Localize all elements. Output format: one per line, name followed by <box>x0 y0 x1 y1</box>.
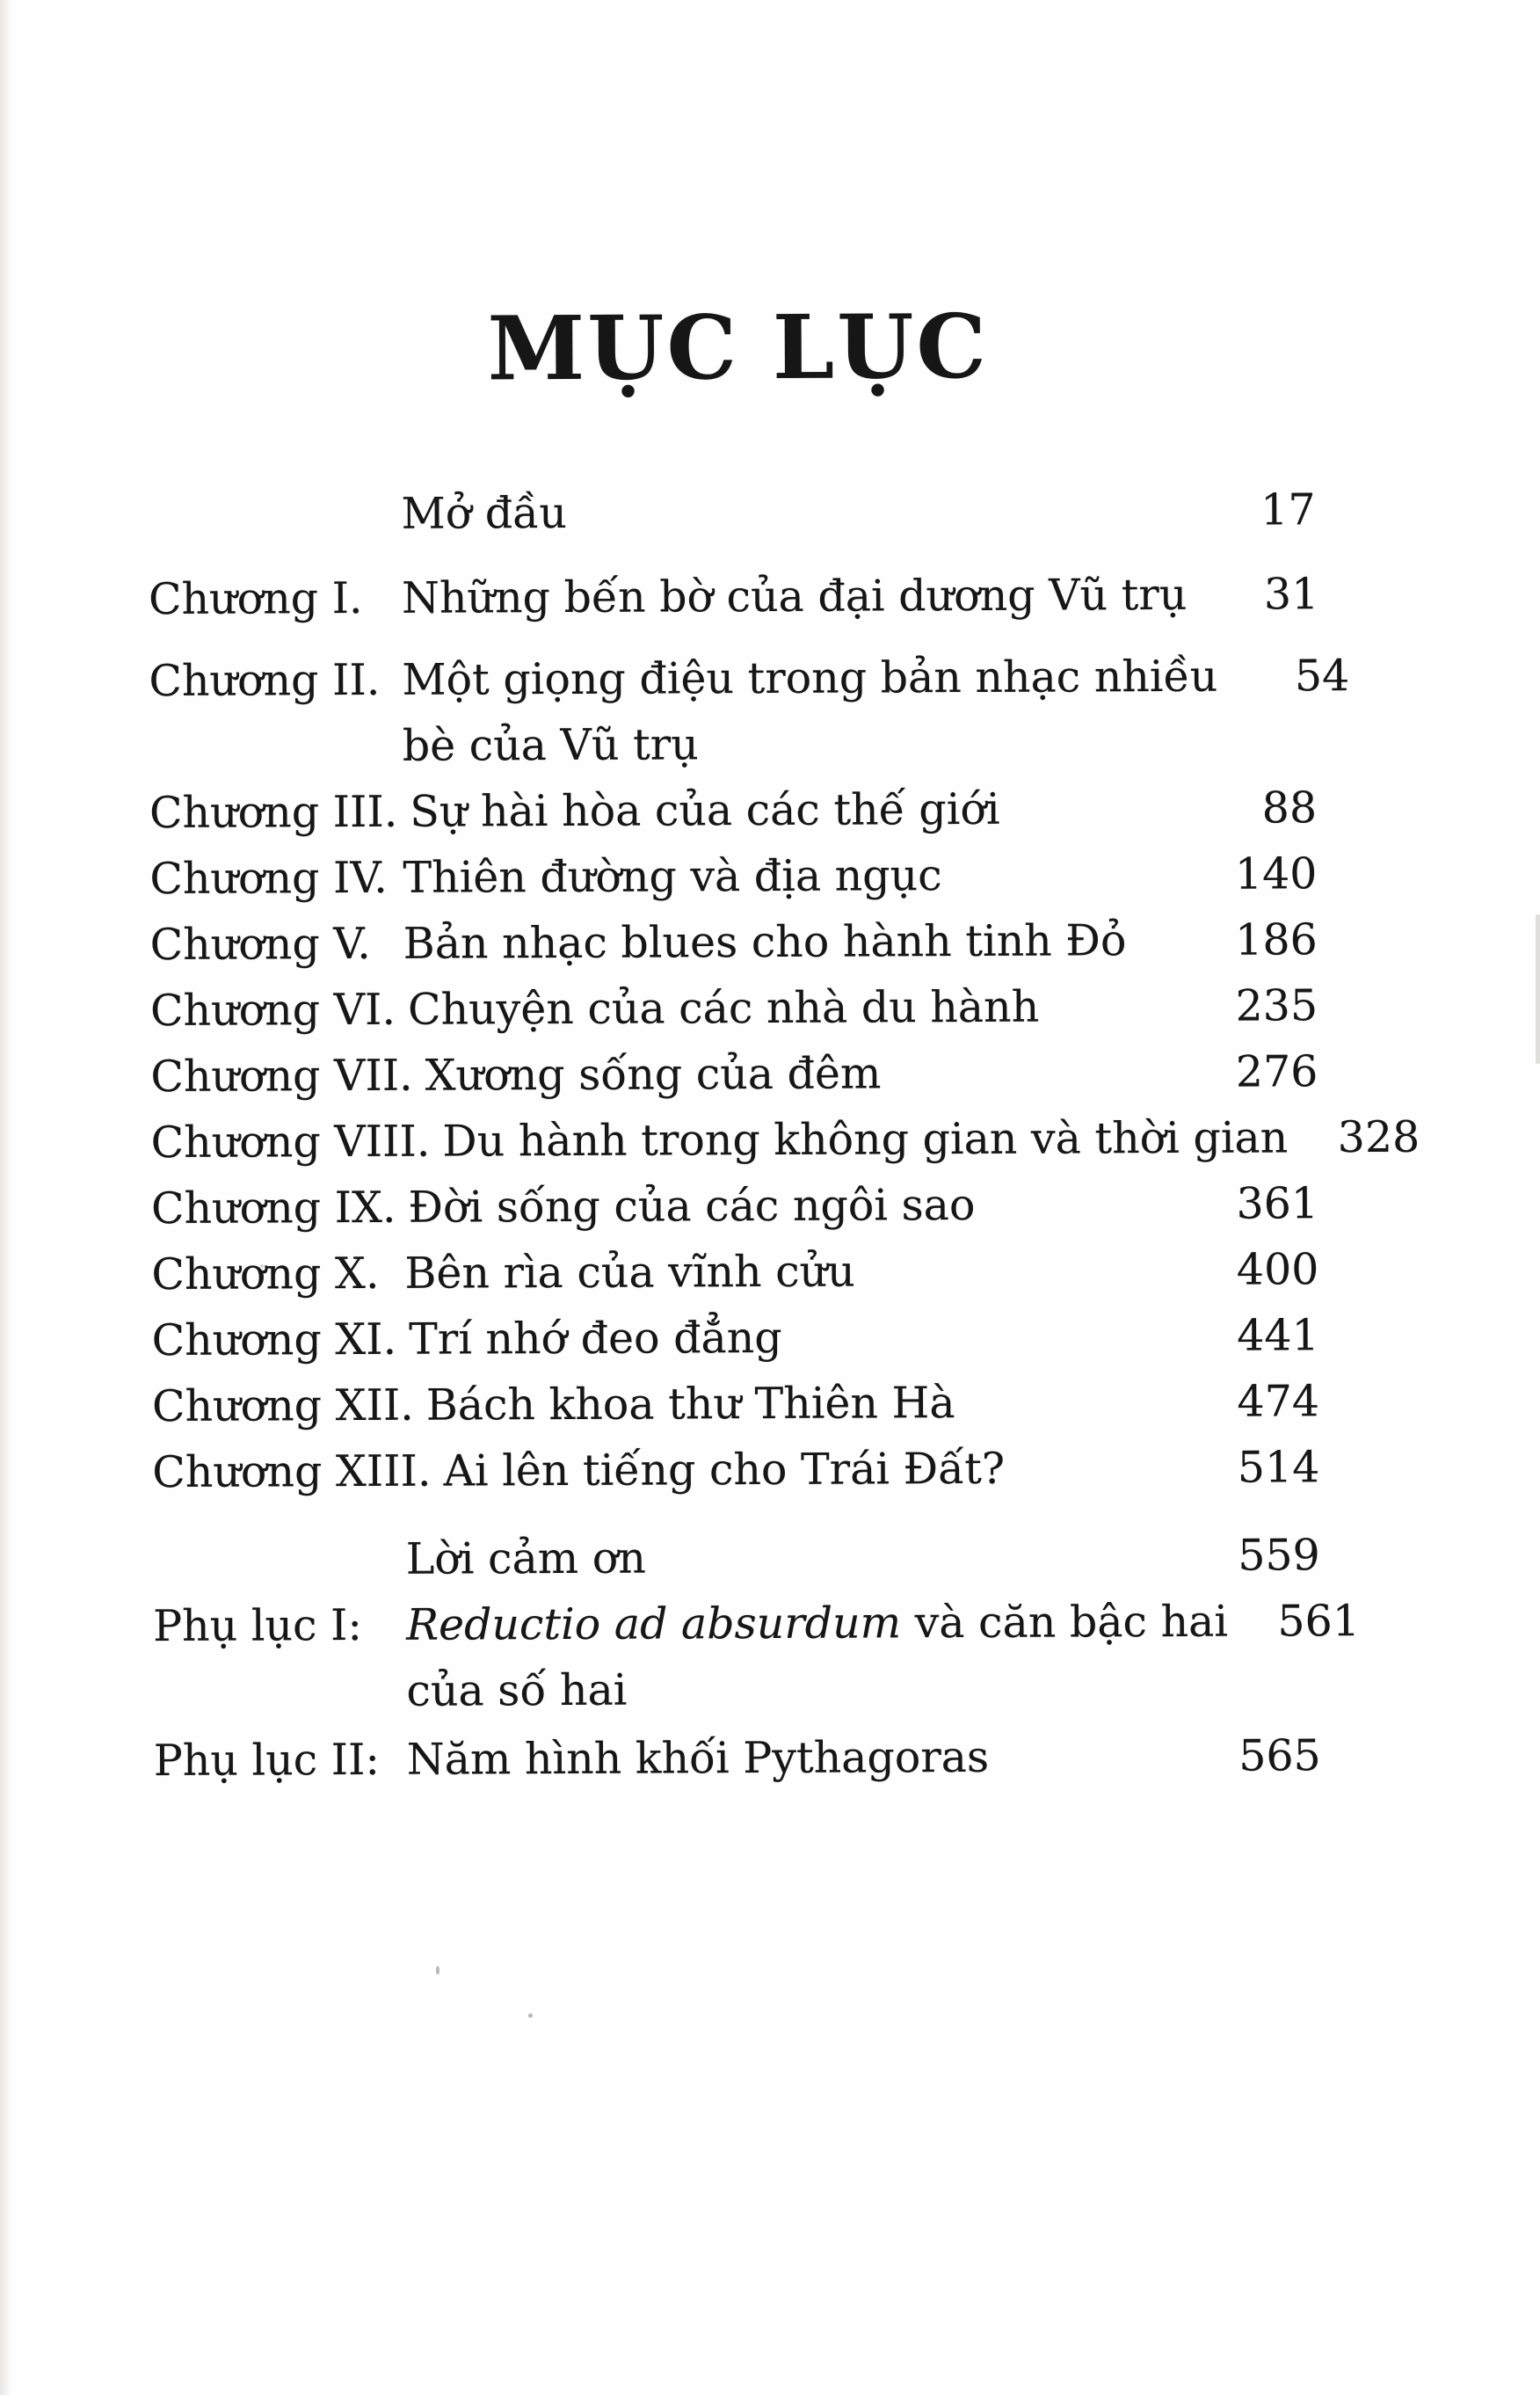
toc-entry-title <box>443 1435 1214 1504</box>
toc-entry-title <box>402 644 1244 779</box>
toc-entry <box>152 1302 1319 1373</box>
toc-entry-page: 17 <box>1260 484 1316 535</box>
toc-entry-title-line: Reductio ad absurdum và căn bậc hai <box>405 1596 1229 1650</box>
toc-entry-title <box>403 907 1212 977</box>
toc-entry-page: 441 <box>1237 1310 1319 1361</box>
toc-entry-title-line: Bách khoa thư Thiên Hà <box>425 1378 955 1430</box>
toc-list <box>0 476 1540 1794</box>
toc-entry-title <box>426 1369 1215 1438</box>
toc-entry-title <box>402 562 1214 631</box>
toc-entry-page: 561 <box>1277 1596 1361 1647</box>
toc-entry-title <box>406 1523 1215 1592</box>
toc-entry-title-line: Bản nhạc blues cho hành tinh Đỏ <box>403 915 1127 969</box>
toc-entry <box>151 1236 1318 1307</box>
toc-entry-title <box>407 1723 1216 1793</box>
toc-entry-page: 361 <box>1236 1178 1319 1229</box>
toc-entry-title-line: Sự hài hòa của các thế giới <box>410 783 1000 837</box>
toc-entry-title <box>425 1039 1213 1109</box>
toc-entry-title-line: Bên rìa của vĩnh cửu <box>404 1246 855 1299</box>
toc-entry-title <box>403 841 1211 911</box>
toc-entry <box>150 1104 1420 1176</box>
toc-entry-title-line: Trí nhớ đeo đẳng <box>409 1312 782 1365</box>
toc-entry-title-line: Ai lên tiếng cho Trái Đất? <box>443 1443 1006 1496</box>
toc-entry-label: Chương III. <box>149 786 398 839</box>
toc-entry-page: 514 <box>1237 1442 1320 1493</box>
toc-entry-page: 276 <box>1235 1046 1318 1097</box>
toc-entry <box>152 1368 1319 1439</box>
toc-entry-label: Chương X. <box>151 1248 380 1300</box>
toc-entry-label: Chương II. <box>149 654 381 707</box>
toc-entry <box>152 1434 1319 1505</box>
toc-entry-label: Phụ lục I: <box>152 1600 363 1652</box>
toc-entry-page: 559 <box>1238 1530 1320 1581</box>
toc-entry-label: Chương VII. <box>150 1050 413 1103</box>
toc-entry <box>152 1588 1361 1725</box>
toc-entry-label <box>153 1526 406 1527</box>
toc-entry-label: Chương XII. <box>151 1379 414 1432</box>
toc-entry-page: 565 <box>1239 1730 1321 1781</box>
toc-entry-title-line: bè của Vũ trụ <box>402 719 699 771</box>
toc-entry-label: Chương IX. <box>150 1182 396 1234</box>
toc-entry-label: Chương XIII. <box>152 1445 432 1498</box>
toc-entry-label: Chương I. <box>148 573 363 625</box>
toc-entry <box>153 1522 1320 1593</box>
toc-entry-title-line: Chuyện của các nhà du hành <box>407 981 1040 1035</box>
toc-entry-label: Phụ lục II: <box>153 1734 381 1787</box>
toc-entry-title <box>408 973 1212 1043</box>
toc-entry-page: 31 <box>1263 569 1319 620</box>
toc-entry-page: 140 <box>1234 848 1318 899</box>
toc-entry <box>149 841 1317 912</box>
toc-entry-title <box>401 477 1209 547</box>
toc-entry-title <box>409 1303 1214 1372</box>
toc-entry <box>148 561 1319 632</box>
toc-entry-title-line: Du hành trong không gian và thời gian <box>442 1112 1289 1167</box>
toc-entry-label: Chương XI. <box>151 1314 397 1366</box>
toc-entry-page: 328 <box>1337 1111 1420 1163</box>
toc-entry-title <box>410 775 1211 845</box>
page-title: MỤC LỤC <box>487 294 990 401</box>
toc-entry-title-line: Năm hình khối Pythagoras <box>406 1731 990 1785</box>
toc-entry-page: 88 <box>1261 783 1318 834</box>
toc-entry-title-line: Một giọng điệu trong bản nhạc nhiều <box>402 651 1218 705</box>
toc-entry-label <box>148 481 401 482</box>
toc-entry-title-line: Những bến bờ của đại dương Vũ trụ <box>401 569 1188 623</box>
toc-entry-page: 474 <box>1237 1376 1320 1427</box>
toc-entry-title-line: Lời cảm ơn <box>405 1532 646 1584</box>
toc-entry-title-line: Xương sống của đêm <box>425 1048 882 1101</box>
toc-entry-label: Chương VI. <box>149 984 396 1037</box>
toc-entry <box>150 1038 1318 1110</box>
toc-entry <box>154 1722 1321 1794</box>
toc-entry-title <box>442 1104 1314 1174</box>
toc-entry-title-line: Thiên đường và địa ngục <box>403 850 942 903</box>
toc-entry <box>151 1170 1318 1241</box>
toc-entry-title <box>404 1237 1213 1307</box>
toc-entry-title-line: Đời sống của các ngôi sao <box>408 1179 976 1233</box>
toc-entry-page: 400 <box>1236 1244 1319 1295</box>
toc-entry-title <box>406 1589 1254 1724</box>
toc-entry-label: Chương IV. <box>149 852 388 905</box>
toc-entry <box>148 477 1315 548</box>
toc-entry <box>149 775 1317 846</box>
toc-entry <box>150 906 1318 978</box>
toc-entry-page: 235 <box>1235 980 1318 1031</box>
toc-entry-page: 186 <box>1235 914 1318 965</box>
toc-entry-label: Chương VIII. <box>150 1116 431 1168</box>
toc-entry <box>150 972 1318 1044</box>
toc-entry <box>149 643 1350 780</box>
toc-entry-label: Chương V. <box>149 918 371 971</box>
toc-entry-title-line: của số hai <box>406 1664 628 1716</box>
toc-entry-page: 54 <box>1294 651 1350 702</box>
toc-entry-title <box>408 1171 1213 1241</box>
toc-entry-title-line: Mở đầu <box>401 488 567 539</box>
